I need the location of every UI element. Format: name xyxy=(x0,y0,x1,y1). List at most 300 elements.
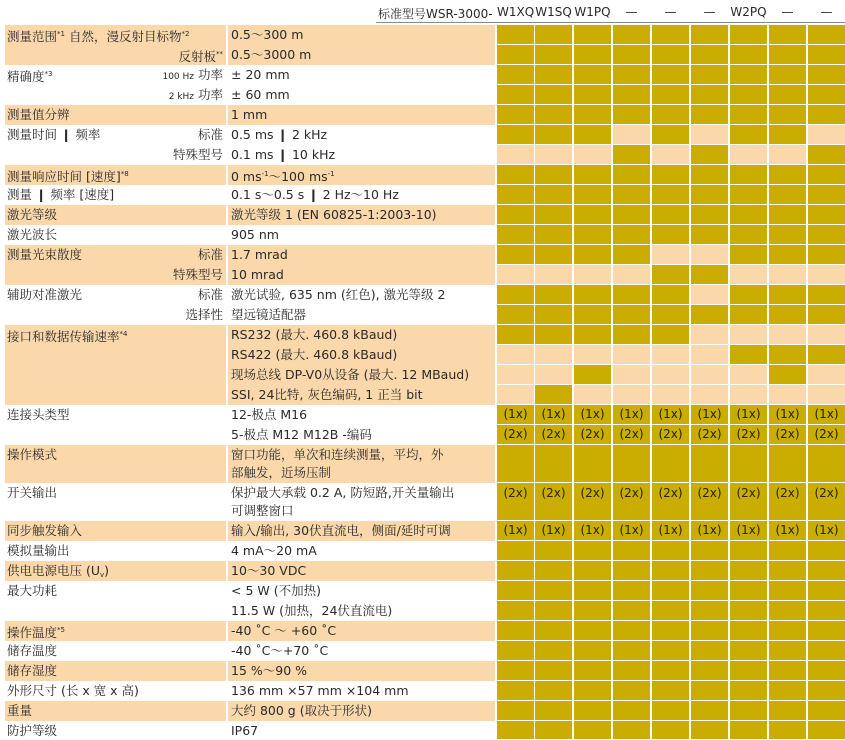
row-sublabel-text: 特殊型号 xyxy=(172,267,223,282)
row-value-line: 部触发，近场压制 xyxy=(231,465,332,480)
variant-cell xyxy=(730,601,767,620)
row-value-cell xyxy=(228,641,495,661)
row-value: 0.5～3000 m xyxy=(231,47,312,62)
row-label-text: 储存湿度 xyxy=(7,663,58,678)
variant-cell xyxy=(652,661,689,680)
variant-cell xyxy=(808,601,845,620)
row-label xyxy=(7,622,65,641)
variant-cell xyxy=(535,65,572,84)
variant-cell xyxy=(613,125,650,144)
row-label-cell xyxy=(5,325,226,345)
variant-cell xyxy=(497,125,534,144)
variant-cell: (2x) xyxy=(497,425,534,444)
variant-cell xyxy=(691,145,728,164)
variant-cell xyxy=(613,185,650,204)
row-label-cell xyxy=(5,345,226,365)
variant-cell xyxy=(574,325,611,344)
row-value-cell xyxy=(228,325,495,345)
row-value-cell xyxy=(228,621,495,641)
variant-cell xyxy=(808,661,845,680)
variant-cell xyxy=(613,345,650,364)
spec-row-acc_2k xyxy=(0,85,845,105)
variant-cell xyxy=(652,601,689,620)
variant-cell xyxy=(613,561,650,580)
row-label-text: 防护等级 xyxy=(7,723,58,738)
variant-cell xyxy=(808,45,845,64)
row-label-text: 测量时间 ❙ 频率 xyxy=(7,127,101,142)
spec-row-resolution xyxy=(0,105,845,125)
variant-cell xyxy=(652,125,689,144)
variant-cell xyxy=(652,205,689,224)
variant-cell xyxy=(574,681,611,700)
variant-cell xyxy=(574,385,611,404)
row-label-cell xyxy=(5,721,226,740)
variant-cell xyxy=(769,185,806,204)
variant-cell xyxy=(808,225,845,244)
row-value: 激光试验, 635 nm (红色), 激光等级 2 xyxy=(231,287,446,302)
row-label xyxy=(7,106,70,123)
row-label-text: 测量 ❙ 频率 [速度] xyxy=(7,187,115,202)
variant-cell xyxy=(691,721,728,739)
variant-cell xyxy=(535,205,572,224)
row-value: 11.5 W (加热，24伏直流电) xyxy=(231,603,393,618)
variant-cell xyxy=(574,245,611,264)
variant-cell xyxy=(535,185,572,204)
row-label-cell xyxy=(5,581,226,601)
variant-cell xyxy=(691,265,728,284)
variant-cell xyxy=(497,445,534,482)
row-value: 12-极点 M16 xyxy=(231,407,308,422)
spec-row-store_temp xyxy=(0,641,845,661)
spec-row-op_mode xyxy=(0,445,845,483)
variant-cell xyxy=(808,145,845,164)
variant-cell xyxy=(497,681,534,700)
row-label-cell xyxy=(5,285,226,305)
variant-cell xyxy=(535,305,572,324)
variant-cell xyxy=(691,621,728,640)
variant-cell xyxy=(769,445,806,482)
variant-cell: (1x) xyxy=(769,405,806,424)
variant-cell xyxy=(497,721,534,739)
variant-cell xyxy=(691,225,728,244)
variant-cell: (1x) xyxy=(535,405,572,424)
variant-cell xyxy=(574,641,611,660)
variant-cell: (1x) xyxy=(613,521,650,540)
variant-cell xyxy=(769,265,806,284)
variant-cell xyxy=(497,145,534,164)
variant-cell xyxy=(769,661,806,680)
spec-row-aim_optional xyxy=(0,305,845,325)
variant-cell xyxy=(808,105,845,124)
variant-cell xyxy=(769,85,806,104)
row-label-text: 辅助对准激光 xyxy=(7,287,83,302)
variant-cell xyxy=(730,225,767,244)
row-label-cell xyxy=(5,541,226,561)
row-value: 激光等级 1 (EN 60825-1:2003-10) xyxy=(231,207,437,222)
spec-row-divergence_special xyxy=(0,265,845,285)
row-label xyxy=(7,126,100,143)
variant-cell xyxy=(574,701,611,720)
variant-cell xyxy=(691,85,728,104)
variant-cell xyxy=(730,165,767,184)
row-label xyxy=(7,522,82,539)
row-label xyxy=(7,406,70,423)
variant-cell xyxy=(535,325,572,344)
row-label xyxy=(7,66,52,85)
variant-cell xyxy=(691,661,728,680)
variant-cell xyxy=(613,105,650,124)
variant-cell xyxy=(613,721,650,739)
variant-cell xyxy=(535,385,572,404)
row-value-part: -1 xyxy=(327,170,335,178)
row-label-cell xyxy=(5,661,226,681)
variant-cell xyxy=(808,85,845,104)
variant-cell xyxy=(613,325,650,344)
footnote-marker: *2 xyxy=(181,30,190,38)
footnote-marker: *4 xyxy=(119,330,128,338)
variant-cell xyxy=(808,285,845,304)
spec-row-laser_class xyxy=(0,205,845,225)
variant-cell xyxy=(691,681,728,700)
variant-cell xyxy=(652,345,689,364)
row-value: 15 %～90 % xyxy=(231,663,308,678)
variant-cell xyxy=(535,541,572,560)
row-sublabel-text: 标准 xyxy=(197,287,223,302)
row-label-text: 测量响应时间 [速度] xyxy=(7,169,121,184)
variant-cell xyxy=(769,105,806,124)
variant-cell xyxy=(613,65,650,84)
row-label-part: ) xyxy=(104,563,110,578)
row-sublabel-unit: 2 kHz xyxy=(168,92,195,102)
variant-cell xyxy=(613,701,650,720)
row-value-cell xyxy=(228,65,495,85)
variant-cell xyxy=(691,185,728,204)
variant-cell: (2x) xyxy=(652,425,689,444)
variant-cell xyxy=(497,661,534,680)
variant-cell xyxy=(535,641,572,660)
variant-cell xyxy=(574,581,611,600)
variant-cell xyxy=(691,285,728,304)
row-value-part: 0 ms xyxy=(231,169,262,184)
row-value-cell xyxy=(228,445,495,483)
row-label-text: 测量值分辨 xyxy=(7,107,70,122)
row-label xyxy=(7,226,57,243)
spec-row-analog_out xyxy=(0,541,845,561)
row-value: 0.1 s～0.5 s ❙ 2 Hz～10 Hz xyxy=(231,187,399,202)
variant-cell xyxy=(691,105,728,124)
row-value: RS422 (最大. 460.8 kBaud) xyxy=(231,347,398,362)
row-label-cell xyxy=(5,245,226,265)
variant-cell xyxy=(497,265,534,284)
spec-row-conn_m16 xyxy=(0,405,845,425)
row-label-cell xyxy=(5,483,226,521)
row-value-cell xyxy=(228,265,495,285)
variant-cell xyxy=(613,365,650,384)
variant-cell xyxy=(613,581,650,600)
variant-cell xyxy=(574,661,611,680)
variant-cell xyxy=(769,245,806,264)
row-value-cell xyxy=(228,405,495,425)
variant-cell xyxy=(808,445,845,482)
variant-cell xyxy=(691,581,728,600)
variant-cell xyxy=(535,245,572,264)
row-value: RS232 (最大. 460.8 kBaud) xyxy=(231,327,398,342)
variant-cell xyxy=(652,165,689,184)
row-value-cell xyxy=(228,125,495,145)
variant-cell xyxy=(691,365,728,384)
variant-cell xyxy=(652,185,689,204)
variant-cell xyxy=(497,621,534,640)
footnote-marker: *1 xyxy=(57,30,65,38)
variant-cell xyxy=(652,305,689,324)
spec-row-aim_laser xyxy=(0,285,845,305)
row-label xyxy=(7,702,32,719)
variant-cell xyxy=(535,25,572,44)
variant-cell xyxy=(730,105,767,124)
variant-cell xyxy=(769,621,806,640)
row-label xyxy=(7,246,82,263)
row-value-cell xyxy=(228,25,495,45)
variant-cell xyxy=(652,385,689,404)
row-value-cell xyxy=(228,345,495,365)
variant-cell xyxy=(730,65,767,84)
footnote-marker: ** xyxy=(216,50,223,58)
row-label-cell xyxy=(5,185,226,205)
variant-cell xyxy=(574,305,611,324)
variant-cell xyxy=(652,721,689,739)
spec-row-if_rs422 xyxy=(0,345,845,365)
row-value: 0.1 ms ❙ 10 kHz xyxy=(231,147,336,162)
row-value: 905 nm xyxy=(231,227,279,242)
variant-cell xyxy=(535,345,572,364)
variant-cell xyxy=(613,445,650,482)
variant-cell: (2x) xyxy=(769,425,806,444)
row-sublabel-text: 功率 xyxy=(194,67,223,82)
footnote-marker: *5 xyxy=(57,626,65,634)
row-label-cell xyxy=(5,105,226,125)
variant-cell xyxy=(769,365,806,384)
spec-row-conn_m12 xyxy=(0,425,845,445)
variant-cell xyxy=(497,601,534,620)
row-label-text: 开关输出 xyxy=(7,485,58,500)
variant-cell: (1x) xyxy=(691,405,728,424)
variant-cell xyxy=(730,541,767,560)
row-value-cell xyxy=(228,541,495,561)
variant-cell xyxy=(497,45,534,64)
variant-cell xyxy=(808,385,845,404)
variant-cell xyxy=(769,721,806,739)
variant-cell xyxy=(574,345,611,364)
row-label-text: 外形尺寸 (长 x 宽 x 高) xyxy=(7,683,139,698)
variant-cell xyxy=(613,305,650,324)
variant-cell xyxy=(574,721,611,739)
spec-row-divergence_std xyxy=(0,245,845,265)
row-sublabel-text: 功率 xyxy=(194,87,223,102)
row-label-cell xyxy=(5,601,226,621)
variant-cell xyxy=(730,561,767,580)
variant-cell xyxy=(613,25,650,44)
variant-cell xyxy=(808,621,845,640)
variant-cell xyxy=(691,561,728,580)
variant-cell xyxy=(613,285,650,304)
variant-cell xyxy=(574,105,611,124)
row-sublabel xyxy=(173,266,223,283)
row-label xyxy=(7,722,57,739)
variant-cell xyxy=(535,125,572,144)
variant-cell xyxy=(652,265,689,284)
variant-cell xyxy=(652,65,689,84)
variant-cell xyxy=(808,165,845,184)
variant-cell xyxy=(769,541,806,560)
variant-cell xyxy=(535,621,572,640)
row-label-text: 操作温度 xyxy=(7,625,58,640)
model-header xyxy=(0,0,845,24)
row-sublabel-text: 标准 xyxy=(197,127,223,142)
row-label xyxy=(7,26,189,45)
variant-cell xyxy=(535,681,572,700)
variant-cell: (2x) xyxy=(574,425,611,444)
row-label-cell xyxy=(5,405,226,425)
row-label xyxy=(7,326,127,345)
variant-cell: (1x) xyxy=(574,521,611,540)
variant-cell xyxy=(730,641,767,660)
variant-cell xyxy=(613,45,650,64)
col-header-3: W1PQ xyxy=(574,5,611,19)
variant-cell xyxy=(730,85,767,104)
variant-cell xyxy=(769,125,806,144)
row-label-cell xyxy=(5,445,226,483)
row-label-text: 连接头类型 xyxy=(7,407,70,422)
variant-cell xyxy=(691,65,728,84)
row-value-cell xyxy=(228,425,495,445)
row-value-cell xyxy=(228,165,495,185)
variant-cell xyxy=(652,225,689,244)
variant-cell xyxy=(769,205,806,224)
row-label-cell xyxy=(5,641,226,661)
variant-cell xyxy=(808,185,845,204)
variant-cell xyxy=(769,225,806,244)
variant-cell: (1x) xyxy=(730,405,767,424)
row-label-cell xyxy=(5,65,226,85)
row-value-part: -1 xyxy=(261,170,269,178)
row-label xyxy=(7,166,129,185)
row-value: 10～30 VDC xyxy=(231,563,307,578)
variant-cell: (1x) xyxy=(652,521,689,540)
row-sublabel xyxy=(178,46,223,65)
variant-cell xyxy=(730,325,767,344)
variant-cell xyxy=(613,681,650,700)
variant-cell xyxy=(535,285,572,304)
row-sublabel xyxy=(185,306,223,323)
variant-cell xyxy=(808,721,845,739)
row-label-text: 激光波长 xyxy=(7,227,58,242)
col-header-6: — xyxy=(703,5,716,19)
variant-cell xyxy=(613,265,650,284)
variant-cell: (1x) xyxy=(497,521,534,540)
row-label-cell xyxy=(5,681,226,701)
variant-cell xyxy=(574,621,611,640)
spec-row-meas_time_special xyxy=(0,145,845,165)
variant-cell xyxy=(574,601,611,620)
row-label xyxy=(7,542,70,559)
row-value-cell xyxy=(228,85,495,105)
row-sublabel xyxy=(162,66,223,85)
variant-cell xyxy=(769,65,806,84)
row-label-cell xyxy=(5,205,226,225)
variant-cell xyxy=(497,701,534,720)
row-label xyxy=(7,286,82,303)
variant-cell xyxy=(574,225,611,244)
spec-row-if_ssi xyxy=(0,385,845,405)
variant-cell xyxy=(691,325,728,344)
variant-cell xyxy=(730,661,767,680)
variant-cell xyxy=(613,165,650,184)
row-label-text: 接口和数据传输速率 xyxy=(7,329,120,344)
variant-cell xyxy=(808,25,845,44)
col-header-1: W1XQ xyxy=(497,5,535,19)
variant-cell: (1x) xyxy=(769,521,806,540)
spec-row-range_reflector xyxy=(0,45,845,65)
row-value-cell xyxy=(228,601,495,621)
variant-cell xyxy=(574,541,611,560)
variant-cell xyxy=(652,85,689,104)
variant-cell xyxy=(574,25,611,44)
variant-cell xyxy=(730,25,767,44)
row-label-cell xyxy=(5,701,226,721)
spec-row-dimensions xyxy=(0,681,845,701)
variant-cell xyxy=(730,305,767,324)
row-value-cell xyxy=(228,105,495,125)
variant-cell xyxy=(613,641,650,660)
variant-cell xyxy=(613,245,650,264)
variant-cell xyxy=(652,25,689,44)
variant-cell xyxy=(574,145,611,164)
variant-cell xyxy=(497,85,534,104)
row-value: 1 mm xyxy=(231,107,268,122)
row-value: 0.5～300 m xyxy=(231,27,304,42)
variant-cell: (1x) xyxy=(497,405,534,424)
row-value: 4 mA～20 mA xyxy=(231,543,317,558)
row-sublabel-text: 标准 xyxy=(197,247,223,262)
row-label-text: 储存温度 xyxy=(7,643,58,658)
row-value: 136 mm ×57 mm ×104 mm xyxy=(231,683,409,698)
variant-cell: (2x) xyxy=(808,425,845,444)
variant-cell xyxy=(691,45,728,64)
variant-cell xyxy=(769,345,806,364)
variant-cell xyxy=(613,385,650,404)
row-label xyxy=(7,582,57,599)
variant-cell xyxy=(652,45,689,64)
variant-cell xyxy=(497,641,534,660)
variant-cell xyxy=(497,345,534,364)
variant-cell xyxy=(613,601,650,620)
variant-cell xyxy=(691,165,728,184)
variant-cell xyxy=(691,601,728,620)
variant-cell xyxy=(808,125,845,144)
row-value: -40 ˚C ～ +60 ˚C xyxy=(231,623,337,638)
row-label xyxy=(7,562,109,581)
row-value-cell xyxy=(228,45,495,65)
variant-cell: (2x) xyxy=(497,483,534,520)
col-header-9: — xyxy=(820,5,833,19)
row-value: 1.7 mrad xyxy=(231,247,288,262)
row-value: -40 ˚C～+70 ˚C xyxy=(231,643,329,658)
row-sublabel-unit: 100 Hz xyxy=(162,72,195,82)
row-value-cell xyxy=(228,581,495,601)
row-value-cell xyxy=(228,521,495,541)
variant-cell xyxy=(691,445,728,482)
row-label-part: 供电电源电压 (U xyxy=(7,563,100,578)
